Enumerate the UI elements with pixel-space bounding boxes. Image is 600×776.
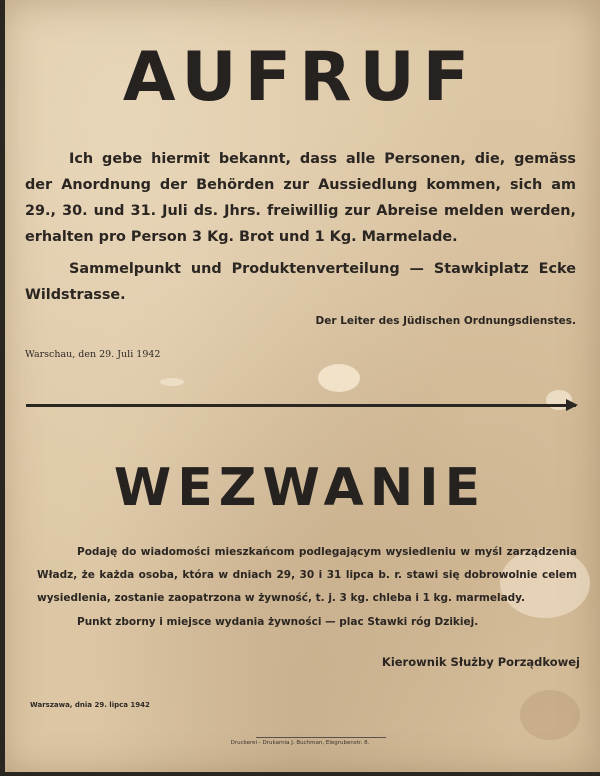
paper-stain (520, 690, 580, 740)
german-signature: Der Leiter des Jüdischen Ordnungsdienstes. (315, 315, 576, 327)
printer-rule (256, 737, 386, 738)
german-assembly-point-paragraph: Sammelpunkt und Produktenverteilung — Stawkiplatz Ecke Wildstrasse. (25, 261, 576, 303)
section-divider (26, 404, 576, 407)
polish-assembly-point-paragraph: Punkt zborny i miejsce wydania żywności — plac Stawki róg Dzikiej. (77, 616, 479, 628)
paper-stain (318, 364, 360, 392)
paper-stain (160, 378, 184, 386)
scan-border-bottom (0, 772, 600, 776)
german-announcement-paragraph: Ich gebe hiermit bekannt, dass alle Personen, die, gemäss der Anordnung der Behörden zur Aussiedlung kommen, sich am 29., 30. und 31. Juli ds. Jhrs. freiwillig zur Abreise melden werden, erhalten pro Person 3 Kg. Brot und 1 Kg. Marmelade. (25, 151, 576, 245)
printer-imprint: Druckerei - Drukarnia J. Buchman, Elegrubenstr. 8. (230, 740, 370, 746)
polish-signature: Kierownik Służby Porządkowej (381, 655, 580, 669)
german-title: AUFRUF (122, 38, 478, 117)
divider-arrow-icon (566, 399, 578, 411)
polish-title: WEZWANIE (113, 458, 487, 518)
polish-announcement-paragraph: Podaję do wiadomości mieszkańcom podlegającym wysiedleniu w myśl zarządzenia Władz, że każda osoba, która w dniach 29, 30 i 31 lipca b. r. stawi się dobrowolnie celem wysiedlenia, zostanie zaopatrzona w żywność, t. j. 3 kg. chleba i 1 kg. marmelady. (37, 546, 577, 604)
polish-date: Warszawa, dnia 29. lipca 1942 (30, 701, 150, 709)
german-date: Warschau, den 29. Juli 1942 (25, 349, 161, 360)
